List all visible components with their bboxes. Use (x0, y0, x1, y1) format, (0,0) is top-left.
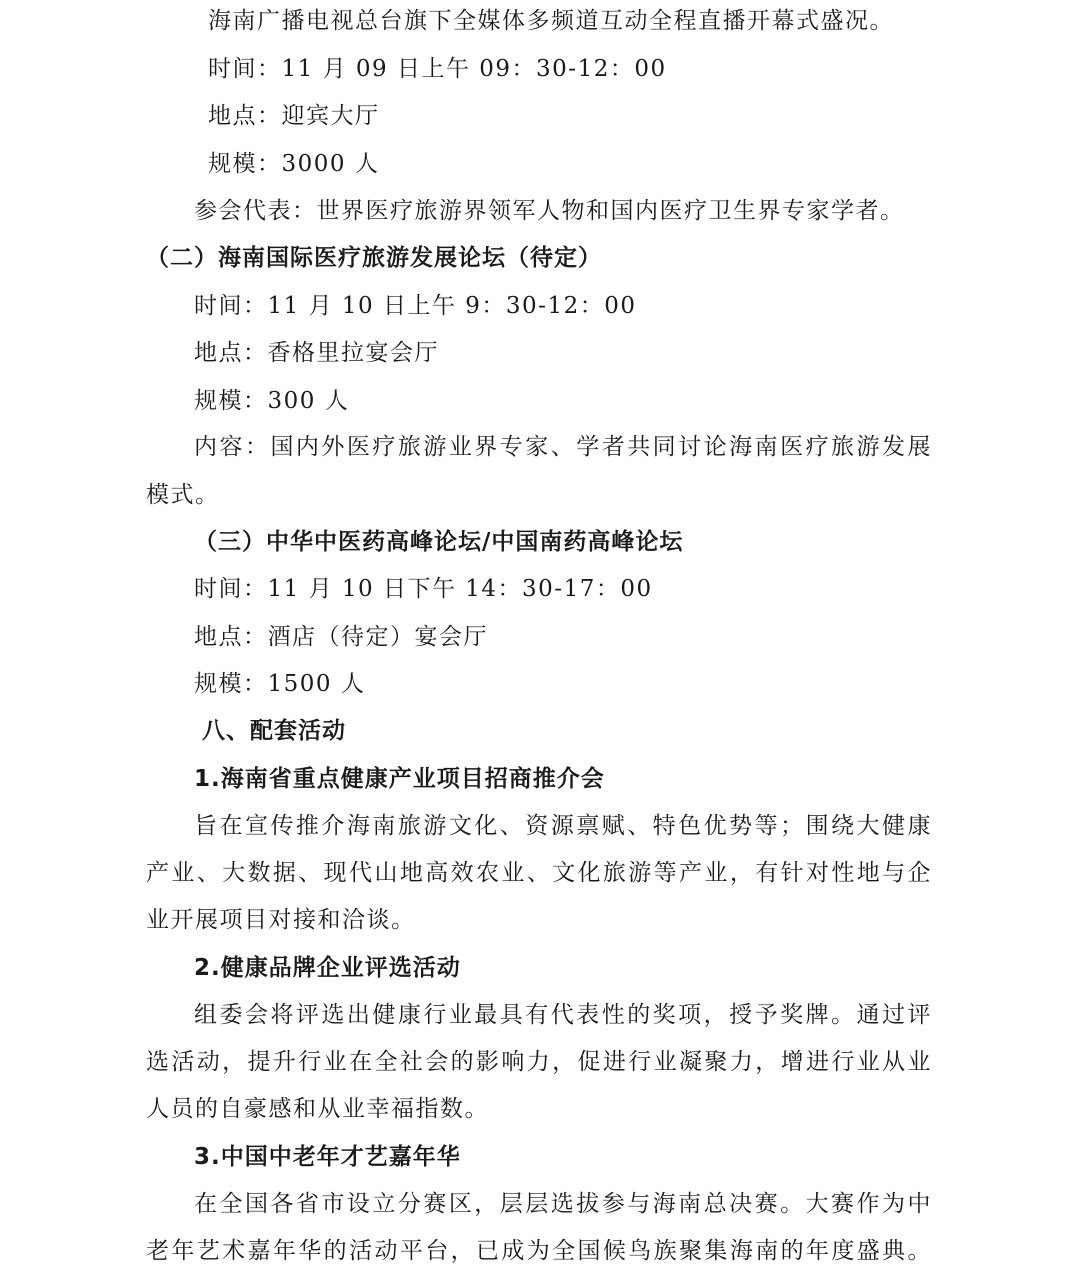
item1-line3: 业开展项目对接和洽谈。 (146, 907, 416, 933)
forum2-scale: 规模：300 人 (194, 388, 350, 414)
opening-scale: 规模：3000 人 (208, 151, 380, 177)
item1-heading: 1.海南省重点健康产业项目招商推介会 (194, 766, 605, 792)
opening-time: 时间：11 月 09 日上午 09：30-12：00 (208, 56, 667, 82)
forum3-heading: （三）中华中医药高峰论坛/中国南药高峰论坛 (194, 529, 684, 555)
item3-line2: 老年艺术嘉年华的活动平台，已成为全国候鸟族聚集海南的年度盛典。 (146, 1238, 932, 1264)
item3-line1: 在全国各省市设立分赛区，层层选拔参与海南总决赛。大赛作为中 (194, 1191, 932, 1217)
forum2-heading: （二）海南国际医疗旅游发展论坛（待定） (146, 245, 602, 271)
item2-line2: 选活动，提升行业在全社会的影响力，促进行业凝聚力，增进行业从业 (146, 1049, 932, 1075)
forum3-scale: 规模：1500 人 (194, 671, 366, 697)
item2-line1: 组委会将评选出健康行业最具有代表性的奖项，授予奖牌。通过评 (194, 1002, 932, 1028)
item1-line1: 旨在宣传推介海南旅游文化、资源禀赋、特色优势等；围绕大健康 (194, 813, 932, 839)
opening-place: 地点：迎宾大厅 (208, 103, 380, 129)
forum3-place: 地点：酒店（待定）宴会厅 (194, 624, 488, 650)
section8-heading: 八、配套活动 (202, 718, 346, 744)
forum2-place: 地点：香格里拉宴会厅 (194, 340, 439, 366)
item2-line3: 人员的自豪感和从业幸福指数。 (146, 1096, 489, 1122)
forum2-time: 时间：11 月 10 日上午 9：30-12：00 (194, 293, 637, 319)
item2-heading: 2.健康品牌企业评选活动 (194, 955, 461, 981)
opening-broadcast-line: 海南广播电视总台旗下全媒体多频道互动全程直播开幕式盛况。 (208, 8, 894, 34)
item3-heading: 3.中国中老年才艺嘉年华 (194, 1144, 461, 1170)
opening-attendees: 参会代表：世界医疗旅游界领军人物和国内医疗卫生界专家学者。 (194, 198, 905, 224)
item1-line2: 产业、大数据、现代山地高效农业、文化旅游等产业，有针对性地与企 (146, 860, 932, 886)
forum2-content-line2: 模式。 (146, 482, 220, 508)
forum3-time: 时间：11 月 10 日下午 14：30-17：00 (194, 576, 653, 602)
forum2-content-line1: 内容：国内外医疗旅游业界专家、学者共同讨论海南医疗旅游发展 (194, 434, 932, 460)
